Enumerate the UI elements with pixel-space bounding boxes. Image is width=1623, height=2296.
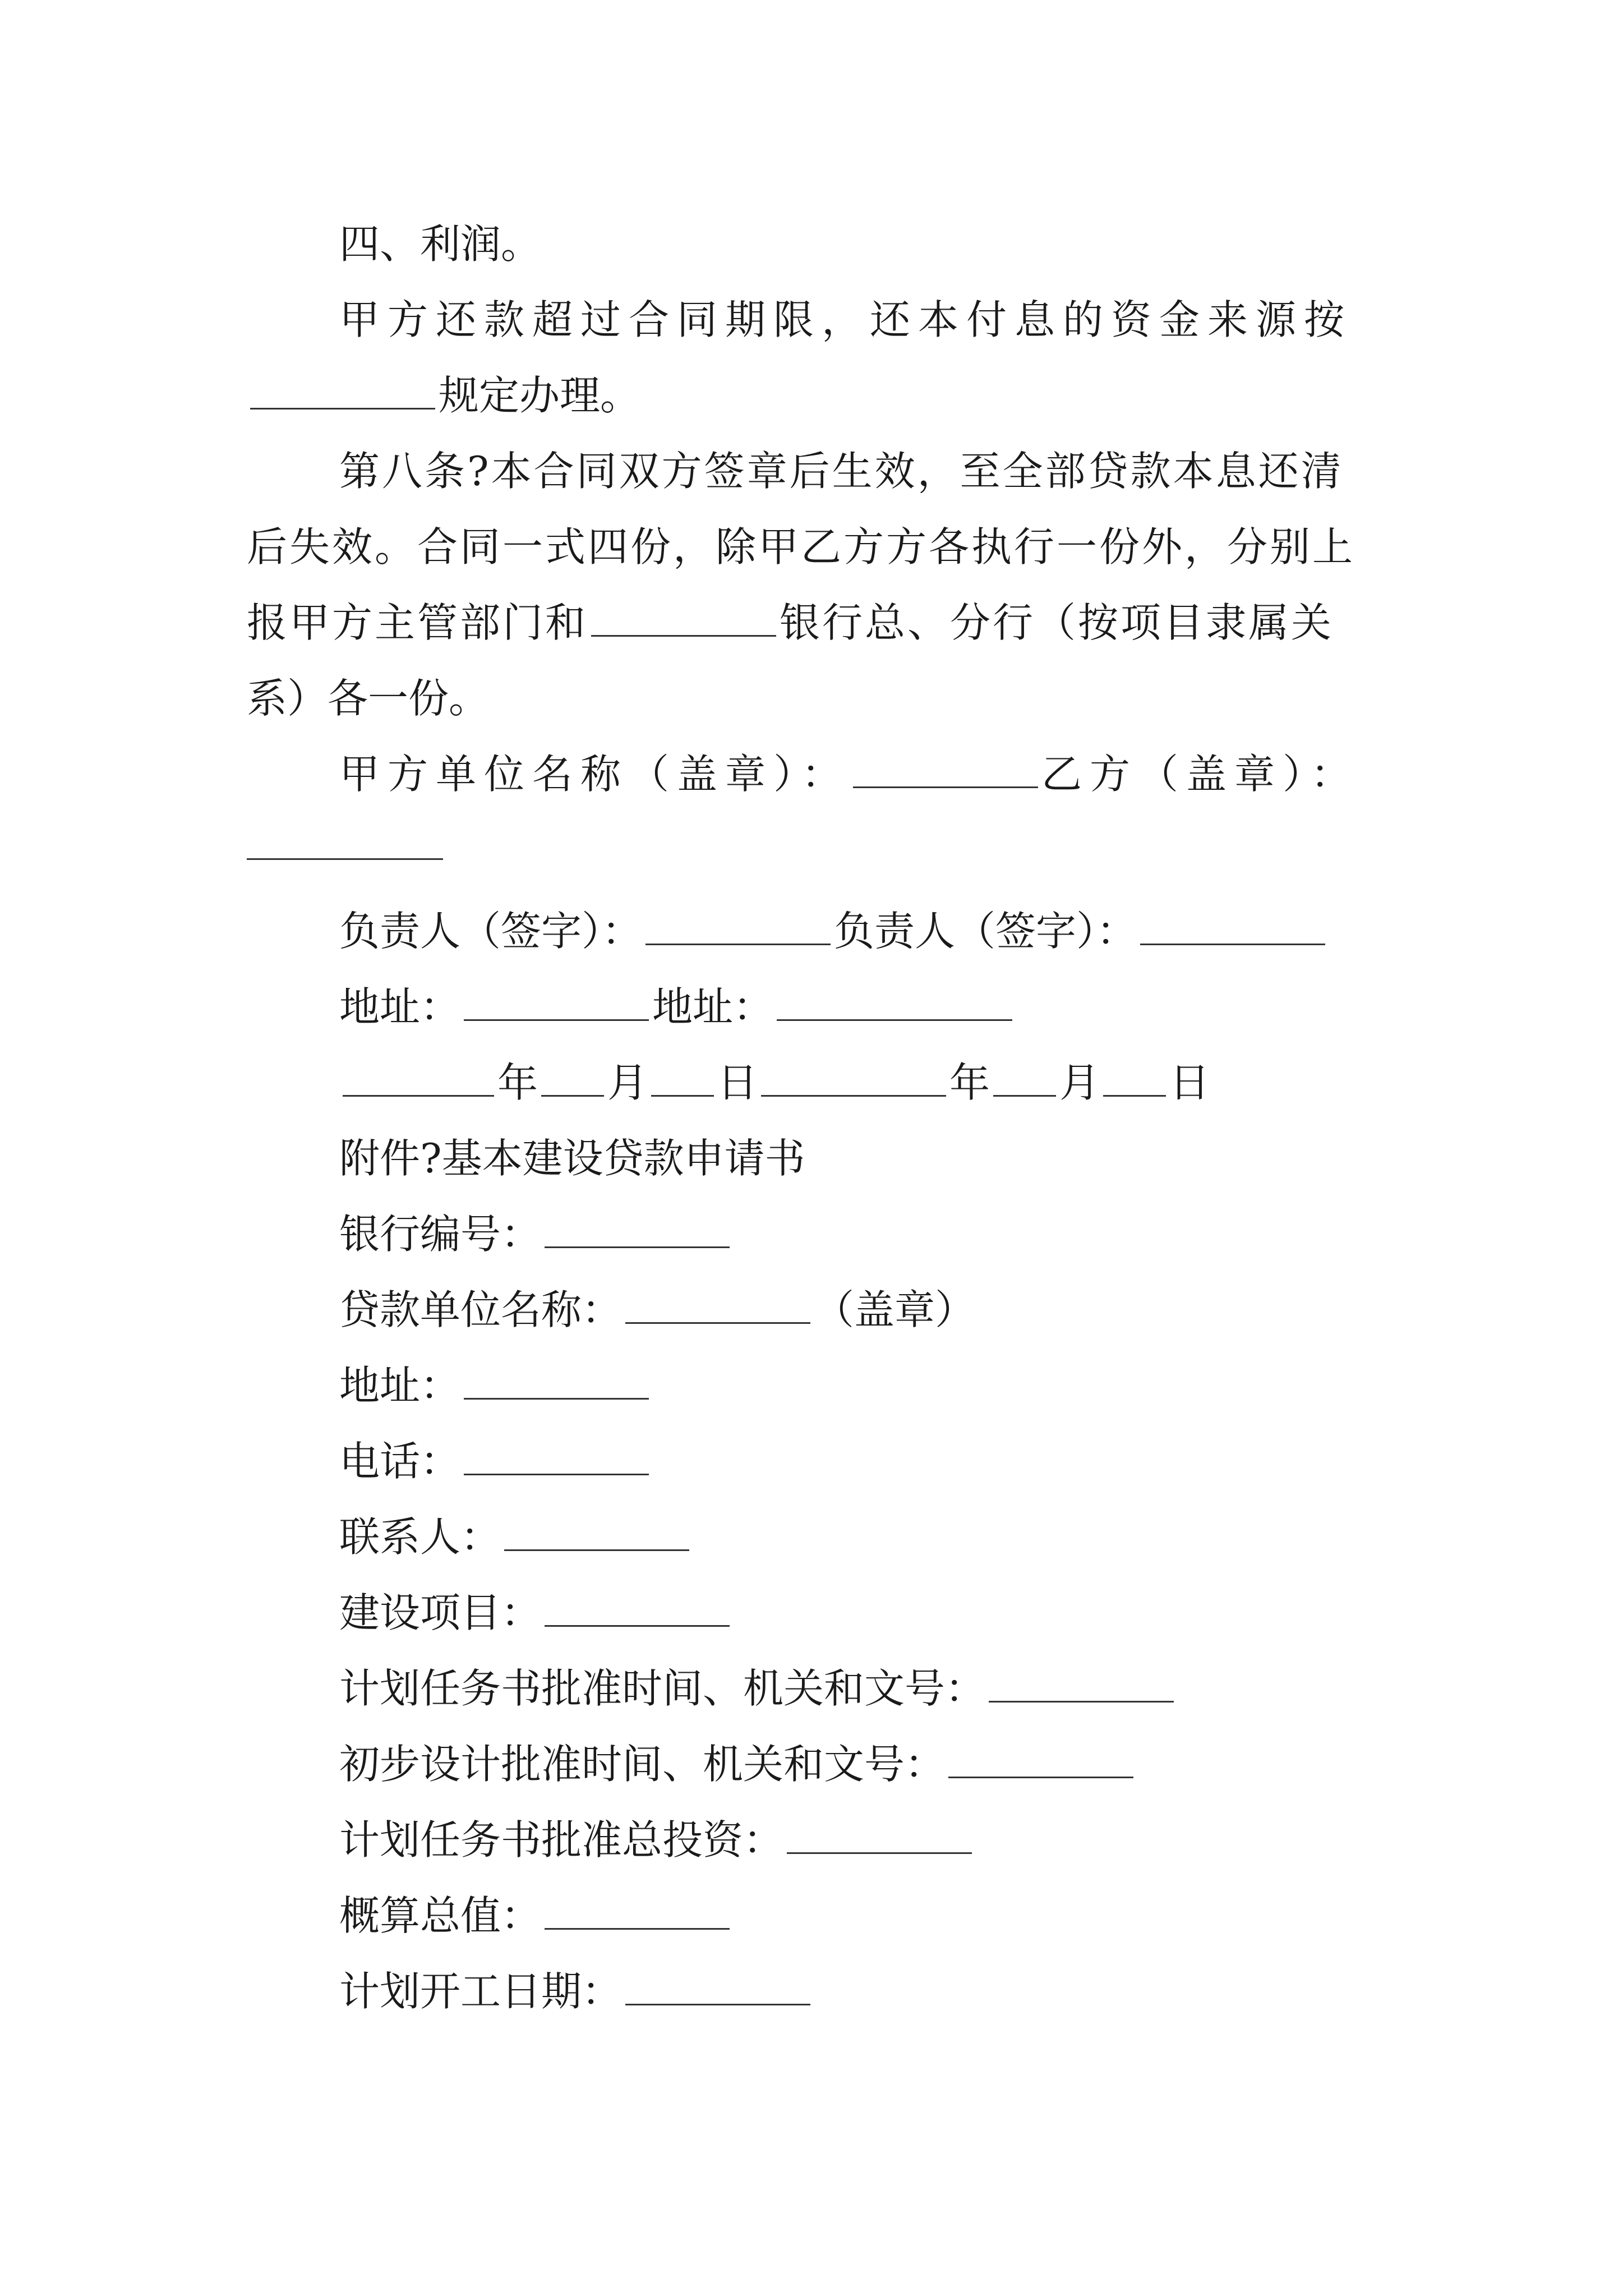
blank-field[interactable]: [948, 1743, 1133, 1778]
blank-field[interactable]: [541, 1061, 604, 1097]
blank-field[interactable]: [545, 1213, 730, 1248]
blank-field[interactable]: [787, 1819, 972, 1854]
blank-field[interactable]: [853, 753, 1038, 788]
blank-field[interactable]: [777, 986, 1012, 1021]
form-construction-project: 建设项目：: [339, 1585, 1380, 1641]
article-eight-line-2: 后失效。合同一式四份，除甲乙方方各执行一份外，分别上: [247, 523, 1355, 570]
form-phone: 电话：: [339, 1433, 1380, 1489]
signature-party-names: 甲方单位名称（盖章）： 乙方（盖章）：: [339, 751, 1359, 798]
form-contact-person: 联系人：: [339, 1509, 1380, 1565]
form-borrower-name: 贷款单位名称： （盖章）: [339, 1286, 976, 1333]
blank-field[interactable]: [625, 1970, 810, 2005]
form-design-approval: 初步设计批准时间、机关和文号：: [339, 1736, 1380, 1792]
signature-responsible-persons: 负责人（签字）： 负责人（签字）：: [339, 903, 1380, 959]
blank-field[interactable]: [993, 1061, 1056, 1097]
blank-field[interactable]: [645, 910, 831, 945]
blank-field[interactable]: [250, 374, 435, 409]
blank-field[interactable]: [464, 1440, 649, 1475]
form-bank-number: 银行编号：: [339, 1206, 1380, 1262]
blank-field[interactable]: [464, 1364, 649, 1400]
form-budget-total: 概算总值：: [339, 1888, 1380, 1944]
form-planned-start-date: 计划开工日期：: [339, 1963, 1380, 2019]
blank-field[interactable]: [761, 1061, 946, 1097]
appendix-title: 附件?基本建设贷款申请书: [339, 1135, 805, 1182]
form-total-investment: 计划任务书批准总投资：: [339, 1812, 1380, 1868]
blank-field[interactable]: [464, 986, 649, 1021]
blank-field[interactable]: [247, 858, 443, 860]
blank-field[interactable]: [591, 601, 776, 637]
blank-field[interactable]: [545, 1591, 730, 1627]
section-heading-profit: 四、利润。: [339, 220, 542, 268]
form-address: 地址：: [339, 1358, 1380, 1414]
blank-field[interactable]: [343, 1061, 494, 1097]
paragraph-repayment-line-1: 甲方还款超过合同期限，还本付息的资金来源按: [339, 296, 1353, 343]
article-eight-line-1: 第八条?本合同双方签章后生效，至全部贷款本息还清: [339, 448, 1344, 495]
article-eight-line-4: 系）各一份。: [247, 675, 490, 722]
form-plan-approval: 计划任务书批准时间、机关和文号：: [339, 1660, 1380, 1717]
blank-field[interactable]: [651, 1061, 714, 1097]
signature-dates: 年 月 日 年 月 日: [339, 1055, 1380, 1111]
blank-field[interactable]: [1140, 910, 1325, 945]
article-eight-line-3: 报甲方主管部门和 银行总、分行（按项目隶属关: [247, 599, 1334, 646]
blank-field[interactable]: [989, 1667, 1174, 1703]
signature-addresses: 地址： 地址：: [339, 979, 1380, 1035]
blank-field[interactable]: [545, 1894, 730, 1930]
paragraph-repayment-line-2: 规定办理。: [247, 367, 1380, 424]
blank-field[interactable]: [1103, 1061, 1166, 1097]
blank-field[interactable]: [625, 1289, 810, 1324]
blank-field[interactable]: [504, 1516, 689, 1551]
